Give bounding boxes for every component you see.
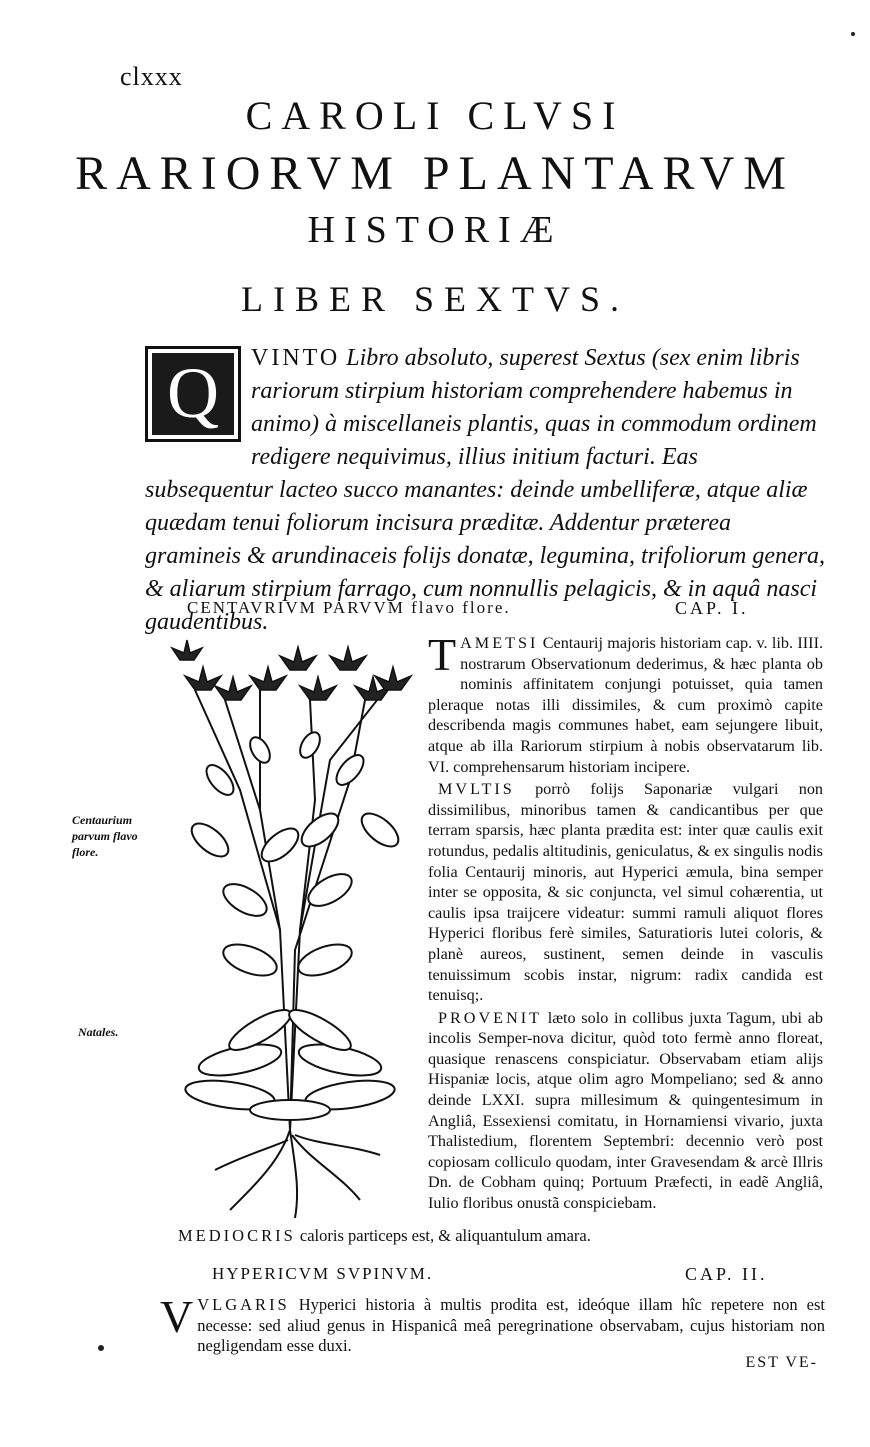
chapter1-title: CENTAVRIVM PARVVM flavo flore. (187, 598, 511, 617)
chapter1-paragraph-2 (428, 779, 823, 1006)
plant-woodcut-illustration (150, 630, 420, 1220)
author-heading: CAROLI CLVSI (245, 93, 625, 138)
subtitle-heading: HISTORIÆ (307, 209, 563, 251)
chapter2-lead-word: VLGARIS (197, 1295, 290, 1314)
chapter1-initial: T (428, 629, 457, 680)
chapter2-paragraph (160, 1291, 825, 1357)
folio-number: clxxx (120, 62, 183, 91)
chapter2-title: HYPERICVM SVPINVM. (212, 1264, 434, 1283)
catchword: EST VE- (745, 1354, 818, 1371)
ink-speck (98, 1345, 104, 1351)
chapter1-paragraph-3 (428, 1008, 823, 1214)
para2-lead-word: MVLTIS (438, 780, 515, 799)
para2-text: porrò folijs Saponariæ vulgari non dissimilibus, minoribus tamen & candicantibus per que terram sparsis, hæc planta prædita est: inter quæ caulis exit rotundus, pedalis altitudinis, geniculatus, & ex singulis nodis folia Centaurij minoris, aut Hyperici æmula, bina semper inter se opposita, & sic conjuncta, vel simul cohærentia, ut caulis ipsa traijcere videatur: summi ramuli aliquot flores Hyperici floribus ferè similes, Saturatioris lutei coloris, & planè aureos, sustinent, semen deinde in vasculis tenuissimum scobis instar, nigrum: radix candida est tenuisq;. (428, 780, 824, 1005)
ink-speck (851, 32, 855, 36)
intro-lead-word: VINTO (251, 345, 341, 371)
margin-note-plant-name: Centaurium parvum flavo flore. (72, 813, 138, 859)
closing-lead-word: MEDIOCRIS (178, 1226, 296, 1245)
chapter2-text: Hyperici historia à multis prodita est, ideóque illam hîc repetere non est necesse: sed aliud genus in Hispanicâ meâ peregrinatione observabam, cujus historiam non negligendam esse duxi. (197, 1295, 825, 1356)
chapter1-closing-line (178, 1226, 591, 1246)
title-heading: RARIORVM PLANTARVM (75, 147, 795, 200)
para1-lead-word: AMETSI (460, 634, 539, 652)
chapter2-number: CAP. II. (685, 1264, 768, 1284)
ornamental-initial: Q (145, 346, 241, 442)
book-heading: LIBER SEXTVS. (240, 279, 629, 319)
closing-text: caloris particeps est, & aliquantulum amara. (299, 1226, 591, 1245)
chapter1-number: CAP. I. (675, 598, 749, 618)
para3-lead-word: PROVENIT (438, 1008, 543, 1027)
chapter2-initial: V (160, 1291, 194, 1342)
margin-note-natales: Natales. (78, 1025, 119, 1039)
chapter1-paragraph-1 (428, 629, 824, 777)
intro-text: Libro absoluto, superest Sextus (sex enim libris rariorum stirpium historiam comprehendere habemus in animo) à miscellaneis plantis, quas in commodum ordinem redigere nequivimus, illius initium facturi. Eas subsequentur lacteo succo manantes: deinde umbelliferæ, atque aliæ quædam tenui foliorum incisura præditæ. Addentur præterea gramineis & arundinaceis folijs donatæ, legumina, trifoliorum genera, & aliarum stirpium farrago, cum nonnullis pelagicis, & in aquâ nasci gaudentibus. (145, 345, 825, 635)
para1-text: Centaurij majoris historiam cap. v. lib. IIII. nostrarum Observationum dederimus, & hæc planta ob nominis affinitatem conjungi potuisset, quia tamen pleraque notas illi dissimiles, & cum proximò capite describenda magis communes habet, eam sejungere libuit, atque ab illa Rariorum stirpium à nobis observatarum lib. VI. comprehensarum historiam incipere. (428, 634, 824, 776)
intro-paragraph (145, 342, 825, 639)
para3-text: læto solo in collibus juxta Tagum, ubi ab incolis Semper-nova dicitur, quòd toto fermè anno floreat, quasique renascens conspiciatur. Observabam etiam alijs Hispaniæ locis, atque olim agro Mompeliano; sed & anno deinde LXXI. supra millesimum & quingentesimum in Angliâ, Essexiensi comitatu, in Hornamiensi vivario, juxta Thalistedium, florentem Septembri: decennio verò post copiosam colliculo quodam, inter Gravesendam & arcè Illris Dn. de Cobham quinq; Portuum Præfecti, in eadẽ Angliâ, Iulio floribus onustã conspiciebam. (428, 1008, 824, 1213)
chapter1-text-column (428, 629, 824, 1216)
